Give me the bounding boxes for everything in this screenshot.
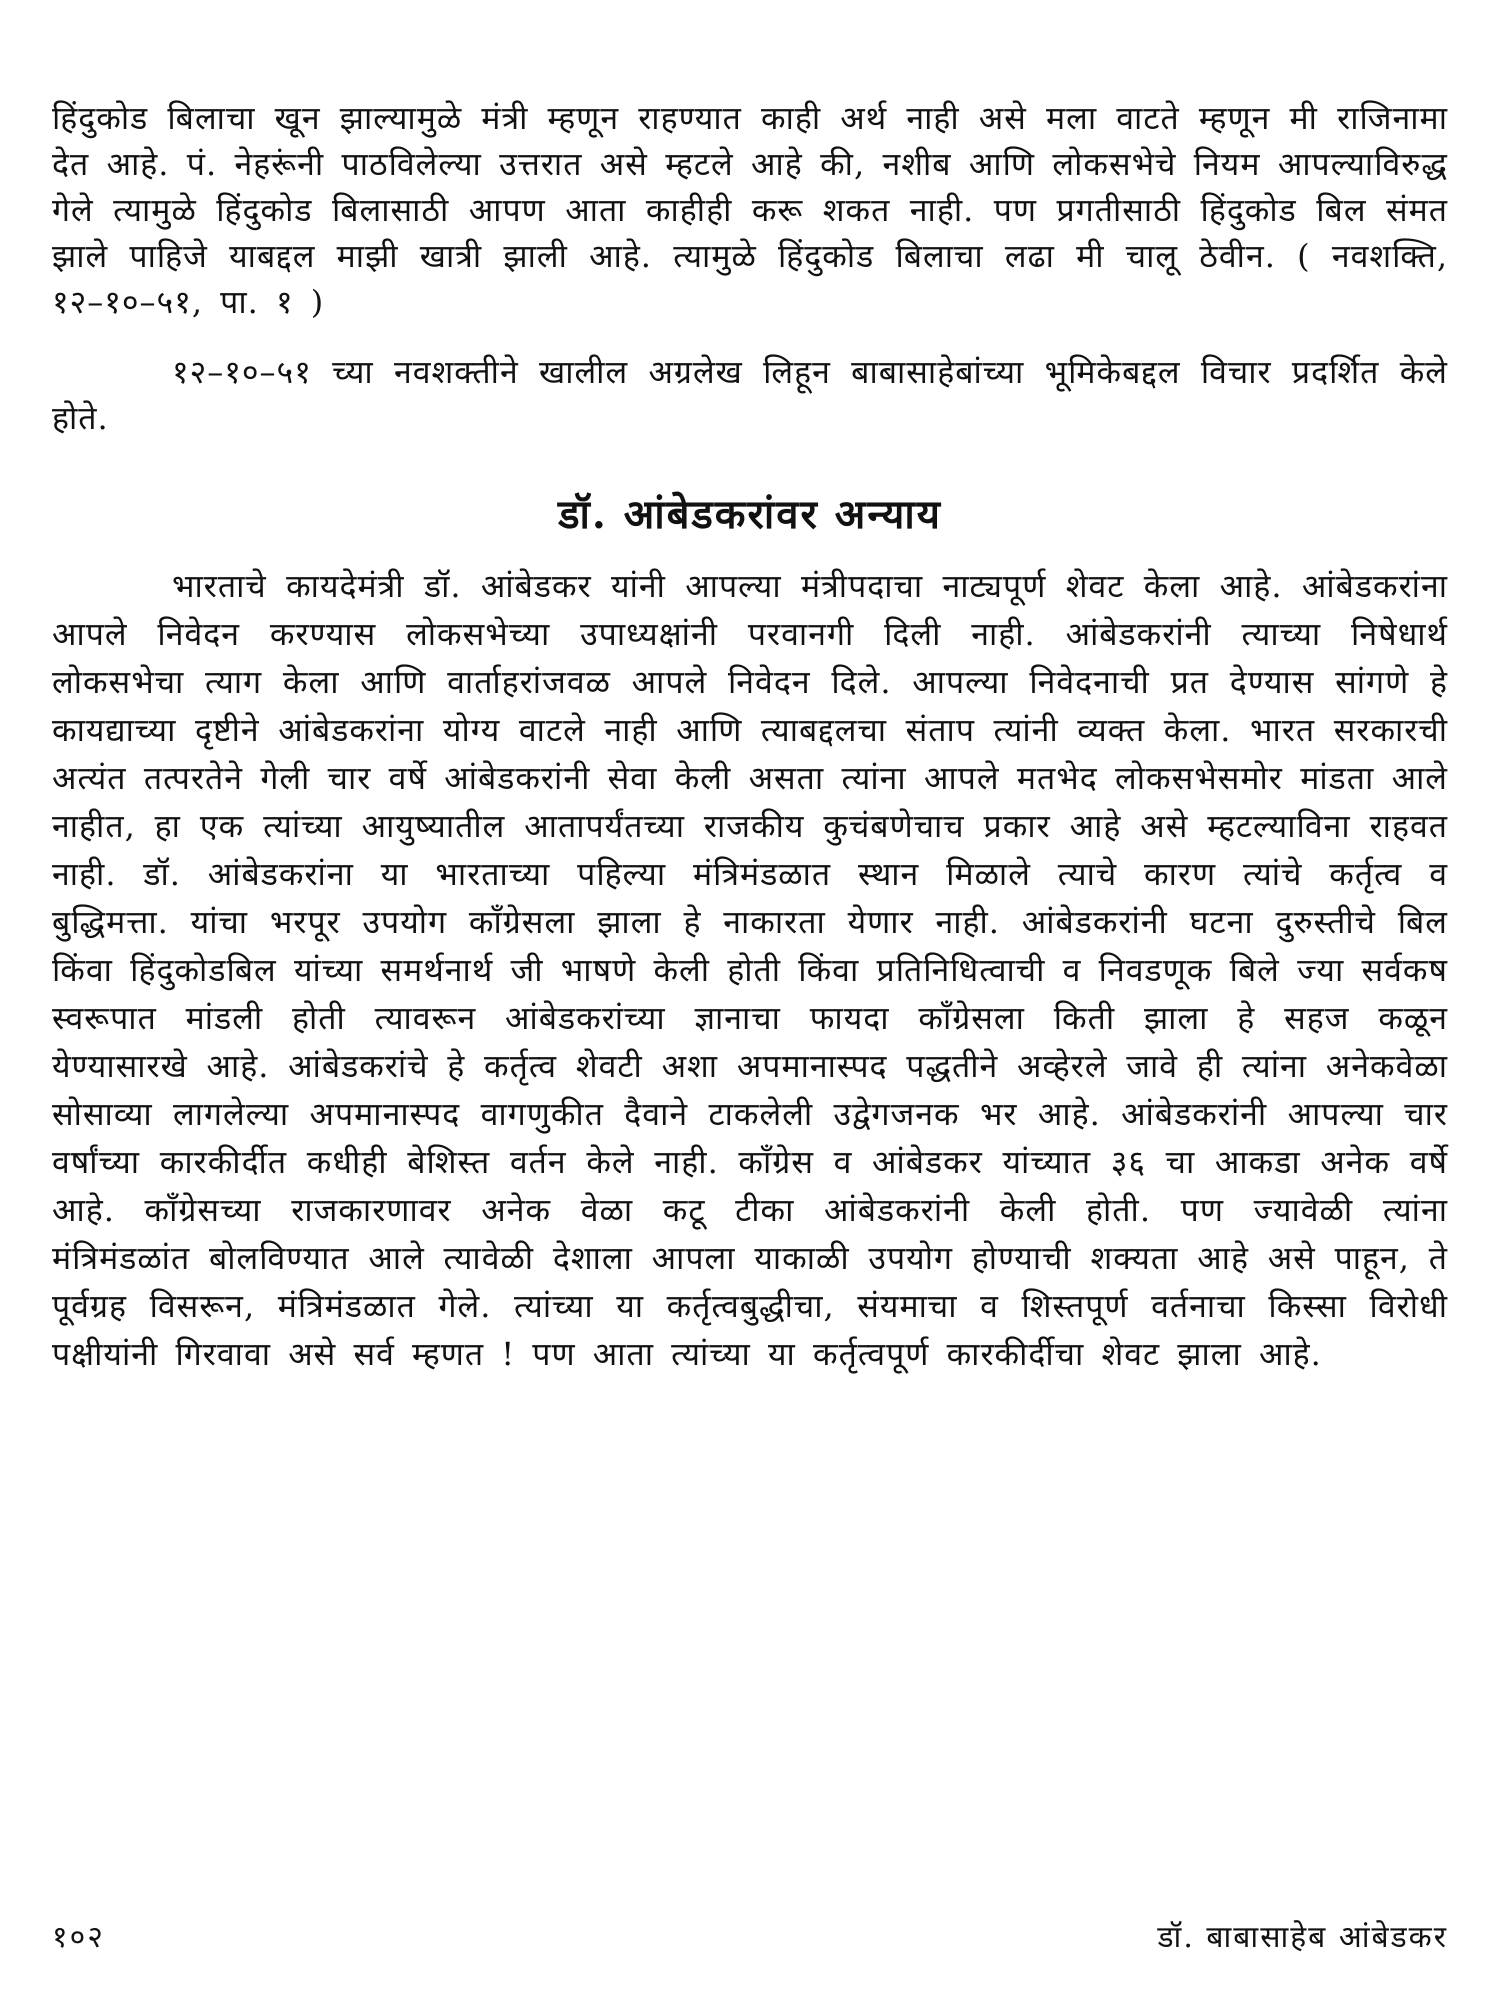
page-footer <box>52 1915 1448 1956</box>
page-number: १०२ <box>52 1920 105 1955</box>
section-heading: डॉ. आंबेडकरांवर अन्याय <box>558 491 942 538</box>
paragraph-quote: हिंदुकोड बिलाचा खून झाल्यामुळे मंत्री म्हणून राहण्यात काही अर्थ नाही असे मला वाटते म्हणून मी राजिनामा देत आहे. पं. नेहरूंनी पाठविलेल्या उत्तरात असे म्हटले आहे की, नशीब आणि लोकसभेचे नियम आपल्याविरुद्ध गेले त्यामुळे हिंदुकोड बिलासाठी आपण आता काहीही करू शकत नाही. पण प्रगतीसाठी हिंदुकोड बिल संमत झाले पाहिजे याबद्दल माझी खात्री झाली आहे. त्यामुळे हिंदुकोड बिलाचा लढा मी चालू ठेवीन. ( नवशक्ति, १२–१०–५१, पा. १ ) <box>52 99 1448 321</box>
running-title: डॉ. बाबासाहेब आंबेडकर <box>1157 1920 1448 1955</box>
paragraph-intro: १२–१०–५१ च्या नवशक्तीने खालील अग्रलेख लिहून बाबासाहेबांच्या भूमिकेबद्दल विचार प्रदर्शित केले होते. <box>52 353 1448 437</box>
paragraph-editorial: भारताचे कायदेमंत्री डॉ. आंबेडकर यांनी आपल्या मंत्रीपदाचा नाट्यपूर्ण शेवट केला आहे. आंबेडकरांना आपले निवेदन करण्यास लोकसभेच्या उपाध्यक्षांनी परवानगी दिली नाही. आंबेडकरांनी त्याच्या निषेधार्थ लोकसभेचा त्याग केला आणि वार्ताहरांजवळ आपले निवेदन दिले. आपल्या निवेदनाची प्रत देण्यास सांगणे हे कायद्याच्या दृष्टीने आंबेडकरांना योग्य वाटले नाही आणि त्याबद्दलचा संताप त्यांनी व्यक्त केला. भारत सरकारची अत्यंत तत्परतेने गेली चार वर्षे आंबेडकरांनी सेवा केली असता त्यांना आपले मतभेद लोकसभेसमोर मांडता आले नाहीत, हा एक त्यांच्या आयुष्यातील आतापर्यंतच्या राजकीय कुचंबणेचाच प्रकार आहे असे म्हटल्याविना राहवत नाही. डॉ. आंबेडकरांना या भारताच्या पहिल्या मंत्रिमंडळात स्थान मिळाले त्याचे कारण त्यांचे कर्तृत्व व बुद्धिमत्ता. यांचा भरपूर उपयोग काँग्रेसला झाला हे नाकारता येणार नाही. आंबेडकरांनी घटना दुरुस्तीचे बिल किंवा हिंदुकोडबिल यांच्या समर्थनार्थ जी भाषणे केली होती किंवा प्रतिनिधित्वाची व निवडणूक बिले ज्या सर्वकष स्वरूपात मांडली होती त्यावरून आंबेडकरांच्या ज्ञानाचा फायदा काँग्रेसला किती झाला हे सहज कळून येण्यासारखे आहे. आंबेडकरांचे हे कर्तृत्व शेवटी अशा अपमानास्पद पद्धतीने अव्हेरले जावे ही त्यांना अनेकवेळा सोसाव्या लागलेल्या अपमानास्पद वागणुकीत दैवाने टाकलेली उद्वेगजनक भर आहे. आंबेडकरांनी आपल्या चार वर्षांच्या कारकीर्दीत कधीही बेशिस्त वर्तन केले नाही. काँग्रेस व आंबेडकर यांच्यात ३६ चा आकडा अनेक वर्षे आहे. काँग्रेसच्या राजकारणावर अनेक वेळा कटू टीका आंबेडकरांनी केली होती. पण ज्यावेळी त्यांना मंत्रिमंडळांत बोलविण्यात आले त्यावेळी देशाला आपला याकाळी उपयोग होण्याची शक्यता आहे असे पाहून, ते पूर्वग्रह विसरून, मंत्रिमंडळात गेले. त्यांच्या या कर्तृत्वबुद्धीचा, संयमाचा व शिस्तपूर्ण वर्तनाचा किस्सा विरोधी पक्षीयांनी गिरवावा असे सर्व म्हणत ! पण आता त्यांच्या या कर्तृत्वपूर्ण कारकीर्दीचा शेवट झाला आहे. <box>52 567 1448 1373</box>
